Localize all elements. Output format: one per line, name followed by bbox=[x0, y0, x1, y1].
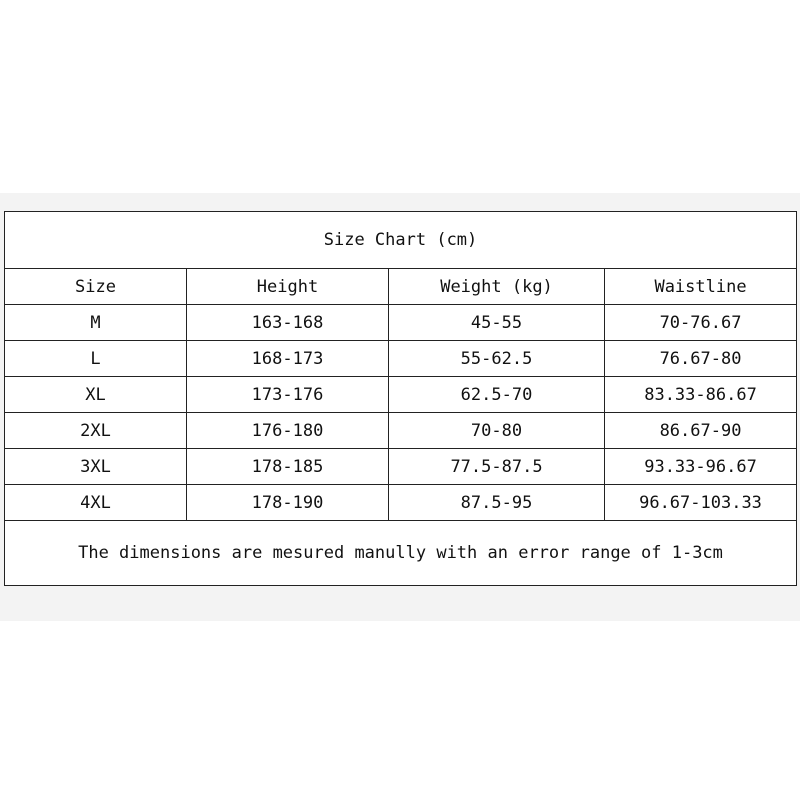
table-row bbox=[5, 485, 797, 521]
table-row bbox=[5, 449, 797, 485]
waistline-cell: 96.67-103.33 bbox=[605, 485, 797, 521]
table-row bbox=[5, 341, 797, 377]
waistline-cell: 76.67-80 bbox=[605, 341, 797, 377]
weight-cell: 45-55 bbox=[389, 305, 605, 341]
size-chart-table bbox=[4, 211, 797, 586]
weight-cell: 55-62.5 bbox=[389, 341, 605, 377]
column-header-waistline: Waistline bbox=[605, 269, 797, 305]
measurement-note: The dimensions are mesured manully with an error range of 1-3cm bbox=[5, 521, 797, 586]
size-cell: XL bbox=[5, 377, 187, 413]
table-row bbox=[5, 377, 797, 413]
header-row bbox=[5, 269, 797, 305]
weight-cell: 70-80 bbox=[389, 413, 605, 449]
size-cell: M bbox=[5, 305, 187, 341]
height-cell: 178-185 bbox=[187, 449, 389, 485]
table-title: Size Chart (cm) bbox=[5, 212, 797, 269]
weight-cell: 77.5-87.5 bbox=[389, 449, 605, 485]
note-row bbox=[5, 521, 797, 586]
column-header-height: Height bbox=[187, 269, 389, 305]
waistline-cell: 93.33-96.67 bbox=[605, 449, 797, 485]
height-cell: 168-173 bbox=[187, 341, 389, 377]
title-row bbox=[5, 212, 797, 269]
size-cell: 4XL bbox=[5, 485, 187, 521]
waistline-cell: 83.33-86.67 bbox=[605, 377, 797, 413]
height-cell: 178-190 bbox=[187, 485, 389, 521]
size-cell: 2XL bbox=[5, 413, 187, 449]
size-cell: L bbox=[5, 341, 187, 377]
height-cell: 173-176 bbox=[187, 377, 389, 413]
weight-cell: 62.5-70 bbox=[389, 377, 605, 413]
table-row bbox=[5, 305, 797, 341]
height-cell: 176-180 bbox=[187, 413, 389, 449]
column-header-size: Size bbox=[5, 269, 187, 305]
waistline-cell: 86.67-90 bbox=[605, 413, 797, 449]
waistline-cell: 70-76.67 bbox=[605, 305, 797, 341]
size-cell: 3XL bbox=[5, 449, 187, 485]
column-header-weight: Weight (kg) bbox=[389, 269, 605, 305]
height-cell: 163-168 bbox=[187, 305, 389, 341]
weight-cell: 87.5-95 bbox=[389, 485, 605, 521]
table-row bbox=[5, 413, 797, 449]
